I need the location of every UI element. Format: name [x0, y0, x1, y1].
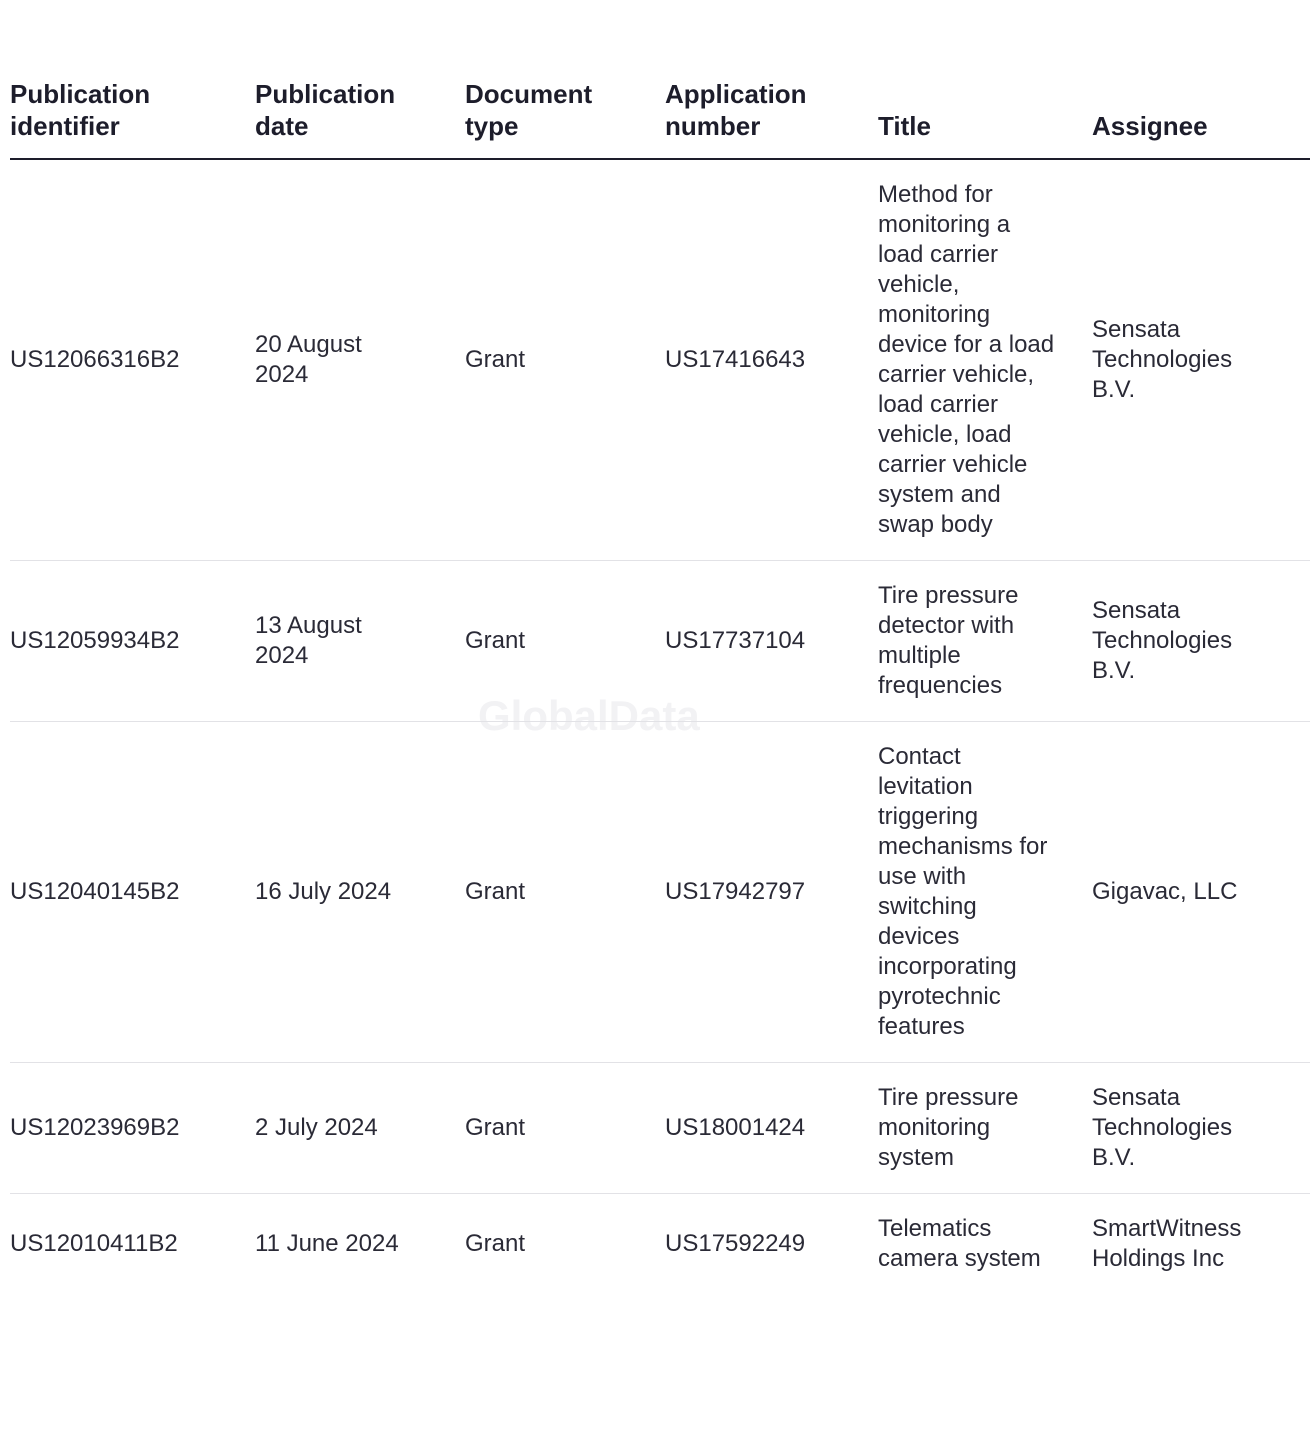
header-row	[10, 78, 1310, 159]
patents-table-container	[10, 78, 1242, 1294]
cell-document-type: Grant	[465, 722, 665, 1063]
table-row	[10, 722, 1310, 1063]
cell-application-number: US17592249	[665, 1230, 806, 1257]
cell-application-number: US17942797	[665, 722, 878, 1063]
patents-table	[10, 78, 1310, 1294]
cell-publication-identifier: US12059934B2	[10, 561, 255, 722]
cell-application-number: US17737104	[665, 561, 878, 722]
header-document-type: Document type	[465, 78, 665, 159]
cell-publication-date: 2 July 2024	[255, 1063, 465, 1194]
cell-publication-identifier: US12040145B2	[10, 722, 255, 1063]
header-publication-date: Publication date	[255, 78, 465, 159]
cell-title: Contact levitation triggering mechanisms for use with switching devices incorporating pyrotechnic features	[878, 722, 1092, 1063]
cell-document-type: Grant	[465, 1230, 526, 1257]
cell-application-number: US18001424	[665, 1063, 878, 1194]
cell-publication-date: 11 June 2024	[255, 1230, 399, 1257]
table-row	[10, 561, 1310, 722]
header-title: Title	[878, 78, 1092, 159]
table-header	[10, 78, 1310, 159]
cell-assignee: Gigavac, LLC	[1092, 722, 1310, 1063]
cell-title: Tire pressure detector with multiple frequencies	[878, 561, 1092, 722]
cell-assignee: Sensata Technologies B.V.	[1092, 159, 1310, 561]
cell-publication-identifier: US12066316B2	[10, 159, 255, 561]
cell-document-type: Grant	[465, 159, 665, 561]
header-assignee: Assignee	[1092, 78, 1310, 159]
cell-title: Telematics camera system	[878, 1215, 1041, 1272]
cell-title: Method for monitoring a load carrier vehicle, monitoring device for a load carrier vehicle, load carrier vehicle, load carrier vehicle system and swap body	[878, 159, 1092, 561]
cell-title: Tire pressure monitoring system	[878, 1063, 1092, 1194]
cell-publication-identifier: US12010411B2	[10, 1230, 178, 1257]
table-row	[10, 159, 1310, 561]
table-body	[10, 159, 1310, 1294]
cell-document-type: Grant	[465, 1063, 665, 1194]
cell-document-type: Grant	[465, 561, 665, 722]
header-application-number: Application number	[665, 78, 878, 159]
cell-publication-identifier: US12023969B2	[10, 1063, 255, 1194]
cell-assignee: Sensata Technologies B.V.	[1092, 1063, 1310, 1194]
watermark-logo: GlobalData	[478, 692, 700, 739]
header-publication-identifier: Publication identifier	[10, 78, 255, 159]
cell-application-number: US17416643	[665, 159, 878, 561]
table-row	[10, 1063, 1310, 1194]
cell-publication-date: 20 August 2024	[255, 159, 465, 561]
cell-publication-date: 13 August 2024	[255, 561, 465, 722]
cell-publication-date: 16 July 2024	[255, 722, 465, 1063]
table-row	[10, 1194, 1310, 1295]
cell-assignee: Sensata Technologies B.V.	[1092, 561, 1310, 722]
cell-assignee: SmartWitness Holdings Inc	[1092, 1215, 1242, 1272]
